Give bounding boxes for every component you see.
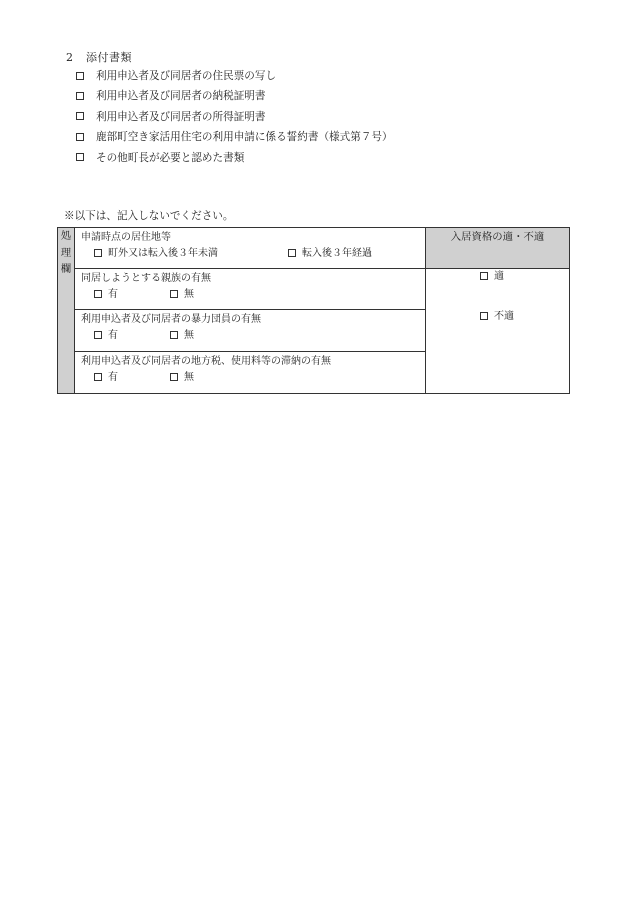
checkbox[interactable] — [94, 249, 102, 257]
office-use-note: ※以下は、記入しないでください。 — [64, 210, 234, 222]
question-label: 同居しようとする親族の有無 — [81, 273, 211, 284]
checkbox[interactable] — [94, 290, 102, 298]
checkbox[interactable] — [288, 249, 296, 257]
tax-arrears-row: 利用申込者及び同居者の地方税、使用料等の滞納の有無 有 無 — [75, 352, 426, 394]
question-label: 申請時点の居住地等 — [81, 232, 171, 243]
attachment-label: 鹿部町空き家活用住宅の利用申請に係る誓約書（様式第７号） — [96, 131, 393, 144]
checkbox[interactable] — [76, 153, 84, 161]
checkbox[interactable] — [94, 331, 102, 339]
checkbox[interactable] — [170, 331, 178, 339]
attachment-label: その他町長が必要と認めた書類 — [96, 151, 245, 164]
section-number: 2 — [66, 51, 74, 64]
processing-table — [57, 227, 570, 394]
section-heading — [66, 49, 132, 65]
attachment-label: 利用申込者及び同居者の所得証明書 — [96, 110, 266, 123]
question-label: 利用申込者及び同居者の暴力団員の有無 — [81, 314, 261, 325]
checkbox[interactable] — [76, 92, 84, 100]
section-title: 添付書類 — [86, 51, 132, 64]
checkbox[interactable] — [76, 112, 84, 120]
relatives-row: 同居しようとする親族の有無 有 無 — [75, 269, 426, 310]
attachment-item — [76, 66, 393, 86]
checkbox[interactable] — [170, 373, 178, 381]
gang-member-row: 利用申込者及び同居者の暴力団員の有無 有 無 — [75, 310, 426, 352]
attachment-item — [76, 148, 393, 168]
attachment-list — [76, 66, 393, 168]
checkbox[interactable] — [480, 312, 488, 320]
eligibility-result: 適 不適 — [426, 269, 570, 394]
attachment-label: 利用申込者及び同居者の住民票の写し — [96, 70, 277, 82]
attachment-label: 利用申込者及び同居者の納税証明書 — [96, 90, 266, 103]
checkbox[interactable] — [170, 290, 178, 298]
checkbox[interactable] — [76, 72, 84, 80]
attachment-item — [76, 127, 393, 147]
attachment-item — [76, 107, 393, 127]
checkbox[interactable] — [76, 133, 84, 141]
residence-row: 申請時点の居住地等 町外又は転入後３年未満 転入後３年経過 — [75, 228, 426, 269]
eligibility-header: 入居資格の適・不適 — [426, 228, 570, 269]
checkbox[interactable] — [94, 373, 102, 381]
question-label: 利用申込者及び同居者の地方税、使用料等の滞納の有無 — [81, 356, 331, 367]
attachment-item — [76, 86, 393, 106]
checkbox[interactable] — [480, 272, 488, 280]
processing-column-label: 処 理 欄 — [58, 228, 75, 394]
